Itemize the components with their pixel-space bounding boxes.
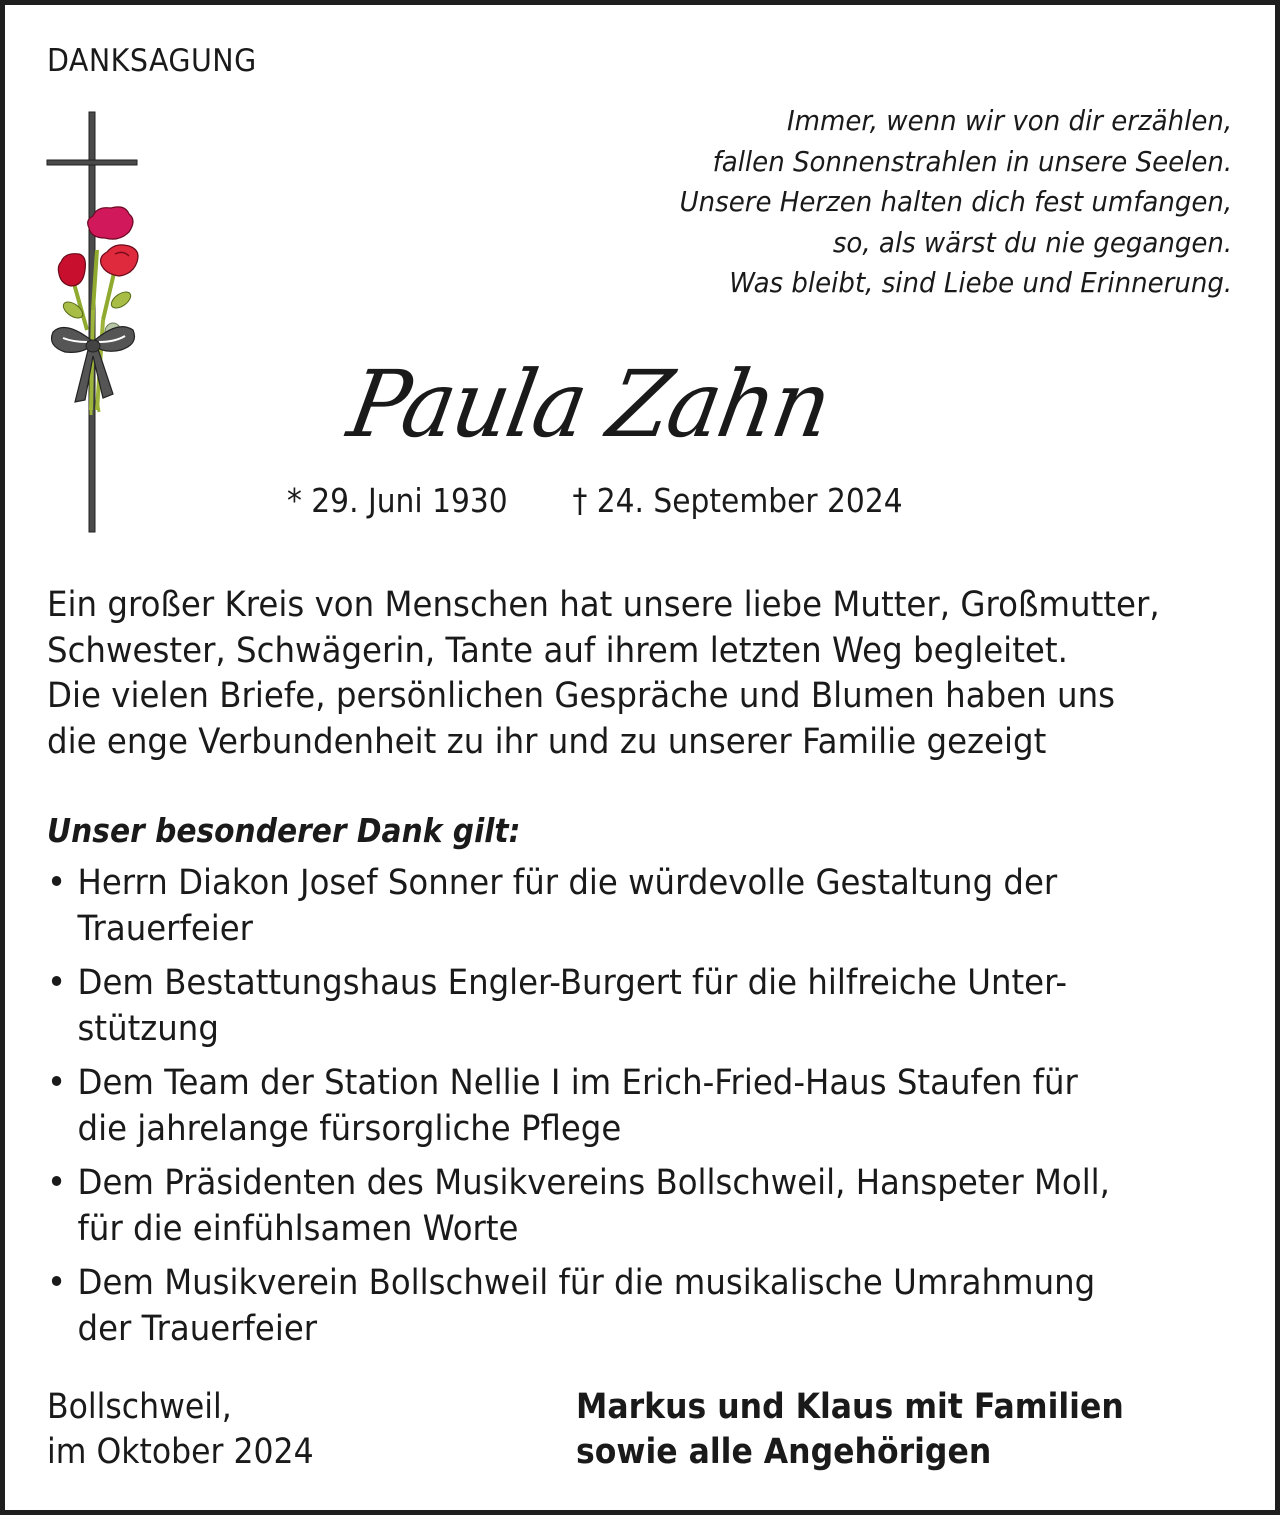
list-item-line: Dem Bestattungshaus Engler-Burgert für die hilfreiche Unter-: [77, 963, 1068, 1003]
bullet-icon: •: [47, 1263, 67, 1303]
poem-line: fallen Sonnenstrahlen in unsere Seelen.: [712, 144, 1232, 178]
poem-line: Unsere Herzen halten dich fest umfangen,: [679, 185, 1232, 218]
bullet-icon: •: [47, 1063, 67, 1103]
list-item: [47, 1061, 1250, 1152]
list-item-line: Dem Musikverein Bollschweil für die musikalische Umrahmung: [77, 1263, 1096, 1303]
special-thanks-heading: Unser besonderer Dank gilt:: [47, 811, 521, 850]
list-item-line: Dem Präsidenten des Musikvereins Bollschweil, Hanspeter Moll,: [77, 1163, 1110, 1203]
memorial-poem: [679, 101, 1232, 304]
thank-you-paragraph: [47, 583, 1243, 765]
signatories: [576, 1385, 1124, 1475]
list-item: [47, 1161, 1250, 1252]
list-item: [47, 961, 1250, 1052]
place: Bollschweil,: [47, 1387, 232, 1427]
list-item: [47, 1261, 1250, 1352]
list-item-line: Herrn Diakon Josef Sonner für die würdevolle Gestaltung der: [77, 863, 1058, 903]
paragraph-line: die enge Verbundenheit zu ihr und zu unserer Familie gezeigt: [47, 721, 1047, 762]
birth-date: * 29. Juni 1930: [287, 481, 508, 520]
poem-line: Immer, wenn wir von dir erzählen,: [786, 104, 1232, 137]
thanks-list: [47, 861, 1250, 1361]
poem-line: so, als wärst du nie gegangen.: [832, 225, 1232, 259]
paragraph-line: Ein großer Kreis von Menschen hat unsere liebe Mutter, Großmutter,: [47, 585, 1160, 625]
bullet-icon: •: [47, 863, 67, 903]
cross-with-roses-icon: [45, 110, 145, 535]
list-item-line: Dem Team der Station Nellie I im Erich-Fried-Haus Staufen für: [77, 1063, 1078, 1103]
list-item: [47, 861, 1250, 952]
signatories-line: sowie alle Angehörigen: [576, 1432, 992, 1472]
list-item-line: Trauerfeier: [77, 908, 253, 949]
paragraph-line: Die vielen Briefe, persönlichen Gespräche und Blumen haben uns: [47, 676, 1116, 716]
paragraph-line: Schwester, Schwägerin, Tante auf ihrem letzten Weg begleitet.: [47, 630, 1068, 671]
list-item-line: der Trauerfeier: [77, 1308, 318, 1349]
bullet-icon: •: [47, 1163, 67, 1203]
list-item-line: stützung: [77, 1008, 219, 1049]
notice-heading: DANKSAGUNG: [47, 43, 257, 79]
poem-line: Was bleibt, sind Liebe und Erinnerung.: [729, 266, 1232, 299]
death-date: † 24. September 2024: [572, 481, 903, 520]
deceased-name: Paula Zahn: [340, 351, 838, 458]
date: im Oktober 2024: [47, 1432, 314, 1472]
list-item-line: die jahrelange fürsorgliche Pflege: [77, 1108, 622, 1149]
signatories-line: Markus und Klaus mit Familien: [576, 1387, 1124, 1427]
bullet-icon: •: [47, 963, 67, 1003]
list-item-line: für die einfühlsamen Worte: [77, 1208, 519, 1249]
place-and-date: [47, 1385, 314, 1475]
life-dates: [287, 481, 903, 520]
